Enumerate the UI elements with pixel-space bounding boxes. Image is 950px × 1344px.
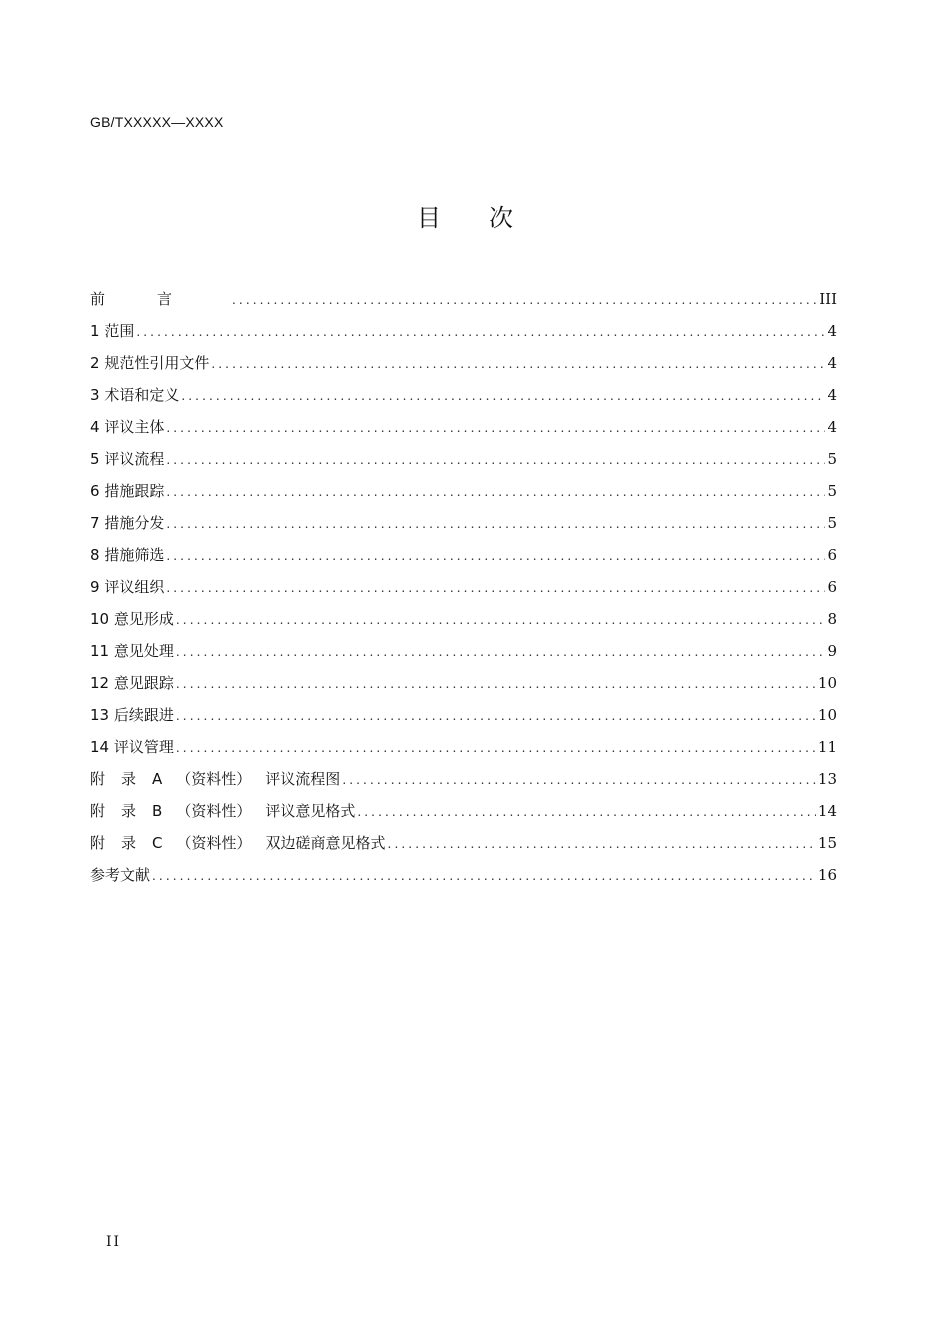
toc-item[interactable] [90,478,837,510]
toc-item-number: 9 [90,578,100,596]
toc-item[interactable] [90,574,837,606]
toc-item-number: 3 [90,386,100,404]
annex-type: （资料性） [176,770,252,788]
toc-item[interactable] [90,350,837,382]
toc-page-number: 10 [817,706,837,724]
toc-item-preface[interactable] [90,286,837,318]
toc-item-label [90,542,164,568]
toc-page-number: 5 [827,482,837,500]
toc-item-label [90,638,174,664]
toc-item-title: 范围 [104,322,135,340]
annex-letter: B [152,802,163,820]
toc-dot-leader [342,767,816,793]
toc-item-number: 6 [90,482,100,500]
table-of-contents [90,286,837,894]
toc-item-annex-a[interactable] [90,766,837,798]
toc-dot-leader [176,671,816,697]
toc-page-number: 16 [817,866,837,884]
toc-page-number: 4 [827,386,837,404]
toc-item-number: 10 [90,610,110,628]
toc-item[interactable] [90,318,837,350]
toc-item-title: 评议主体 [104,418,165,436]
toc-page-number: 14 [817,802,837,820]
toc-dot-leader [211,351,825,377]
annex-title: 评议流程图 [265,770,341,788]
toc-page-number: 6 [827,578,837,596]
toc-item[interactable] [90,670,837,702]
toc-dot-leader [166,479,825,505]
toc-dot-leader [166,543,825,569]
toc-item-label [90,734,174,760]
toc-item-title: 意见处理 [113,642,174,660]
toc-dot-leader [388,831,816,857]
toc-item-label: 参考文献 [90,866,151,884]
toc-item[interactable] [90,414,837,446]
toc-page-number: 6 [827,546,837,564]
toc-item-label [90,606,174,632]
toc-item[interactable] [90,638,837,670]
annex-word: 附录 [90,770,153,788]
toc-item[interactable] [90,734,837,766]
toc-item-title: 后续跟进 [113,706,174,724]
toc-item-title: 措施筛选 [104,546,165,564]
annex-word: 附录 [90,834,153,852]
annex-title: 双边磋商意见格式 [265,834,386,852]
toc-dot-leader [152,863,816,889]
toc-dot-leader [176,735,816,761]
toc-page-number: 15 [817,834,837,852]
toc-page-number: 8 [827,610,837,628]
toc-dot-leader [357,799,816,825]
document-code: GB/TXXXXX—XXXX [90,114,224,130]
toc-item[interactable] [90,510,837,542]
annex-title: 评议意见格式 [265,802,356,820]
toc-item-number: 11 [90,642,110,660]
toc-item-label [90,702,174,728]
annex-type: （资料性） [176,802,252,820]
toc-item-number: 1 [90,322,100,340]
annex-letter: C [152,834,163,852]
toc-item-title: 规范性引用文件 [104,354,210,372]
toc-item[interactable] [90,446,837,478]
toc-item-annex-b[interactable] [90,798,837,830]
toc-page-number: 9 [827,642,837,660]
toc-item[interactable] [90,606,837,638]
page-title: 目次 [417,204,561,232]
toc-item-label: 前言 [90,290,225,308]
toc-item-number: 7 [90,514,100,532]
toc-dot-leader [166,511,825,537]
toc-item[interactable] [90,542,837,574]
toc-item-label [90,382,179,408]
toc-item-number: 8 [90,546,100,564]
toc-item-number: 14 [90,738,110,756]
toc-dot-leader [136,319,825,345]
toc-item-number: 5 [90,450,100,468]
toc-dot-leader [166,447,825,473]
toc-item-label [90,830,386,856]
toc-page-number: 4 [827,322,837,340]
toc-item-title: 措施跟踪 [104,482,165,500]
toc-dot-leader [166,575,825,601]
toc-item[interactable] [90,382,837,414]
toc-page-number: 4 [827,354,837,372]
toc-item-label [90,478,164,504]
annex-word: 附录 [90,802,153,820]
toc-item-title: 评议管理 [113,738,174,756]
toc-page-number: 11 [817,738,837,756]
toc-item-number: 12 [90,674,110,692]
toc-item-label [90,766,340,792]
toc-item-annex-c[interactable] [90,830,837,862]
annex-letter: A [152,770,163,788]
toc-item-label [90,798,355,824]
toc-dot-leader [181,383,825,409]
toc-page-number: 5 [827,514,837,532]
toc-item[interactable] [90,702,837,734]
toc-page-number: 10 [817,674,837,692]
toc-item-number: 13 [90,706,110,724]
page-number: II [106,1234,122,1250]
toc-item-number: 2 [90,354,100,372]
toc-item-label [90,318,134,344]
toc-item-label [90,350,209,376]
toc-item-title: 意见形成 [113,610,174,628]
toc-dot-leader [166,415,825,441]
toc-dot-leader [176,639,826,665]
toc-item-label [90,414,164,440]
toc-item-number: 4 [90,418,100,436]
toc-item-label [90,574,164,600]
toc-item-title: 术语和定义 [104,386,180,404]
annex-type: （资料性） [176,834,252,852]
toc-page-number: 4 [827,418,837,436]
toc-item-title: 措施分发 [104,514,165,532]
toc-item-title: 意见跟踪 [113,674,174,692]
toc-item-label [90,510,164,536]
toc-page-number: 5 [827,450,837,468]
toc-item-title: 评议组织 [104,578,165,596]
toc-dot-leader [232,287,817,313]
toc-dot-leader [176,703,816,729]
toc-page-number: 13 [817,770,837,788]
toc-item-references[interactable] [90,862,837,894]
toc-item-title: 评议流程 [104,450,165,468]
toc-item-label [90,670,174,696]
toc-page-number: III [819,290,837,308]
toc-item-label [90,446,164,472]
toc-dot-leader [176,607,826,633]
